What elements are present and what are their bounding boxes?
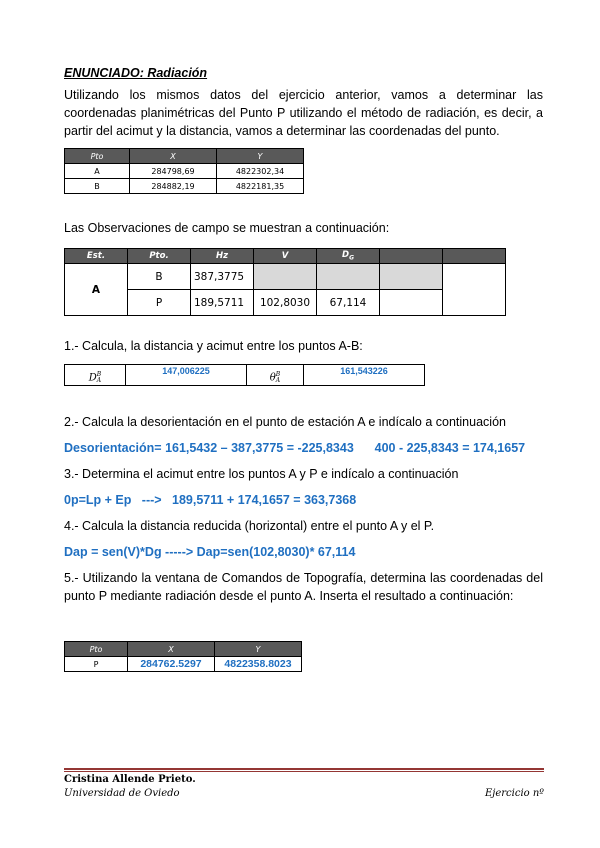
- cell: 387,3775: [191, 264, 254, 290]
- header-pto: Pto.: [128, 249, 191, 264]
- cell: 284798,69: [130, 164, 217, 179]
- cell: P: [128, 290, 191, 316]
- page-title: ENUNCIADO: Radiación: [64, 66, 208, 80]
- question-3: 3.- Determina el acimut entre los puntos A y P e indícalo a continuación: [64, 467, 459, 481]
- cell: 284762.5297: [128, 657, 215, 672]
- cell: 189,5711: [191, 290, 254, 316]
- azimuth-symbol-cell: [247, 365, 304, 386]
- cell: 102,8030: [254, 290, 317, 316]
- cell: [317, 264, 380, 290]
- answer-2: Desorientación= 161,5432 – 387,3775 = -225,8343 400 - 225,8343 = 174,1657: [64, 441, 526, 455]
- header-pto: Pto: [65, 642, 128, 657]
- footer-rule-thin: [64, 771, 544, 772]
- cell: 67,114: [317, 290, 380, 316]
- azimuth-value: 161,543226: [340, 366, 388, 376]
- cell: 4822181,35: [217, 179, 304, 194]
- header-x: X: [128, 642, 215, 657]
- cell: [254, 264, 317, 290]
- distance-value: 147,006225: [162, 366, 210, 376]
- question-4: 4.- Calcula la distancia reducida (horizontal) entre el punto A y el P.: [64, 519, 435, 533]
- table-row: [65, 657, 302, 672]
- cell: B: [65, 179, 130, 194]
- distance-azimuth-table: [64, 364, 425, 386]
- table-row: [65, 365, 425, 386]
- cell: 284882,19: [130, 179, 217, 194]
- table-header-row: [65, 149, 304, 164]
- observations-table: [64, 248, 506, 316]
- distance-symbol: D B A: [88, 371, 102, 384]
- result-table: [64, 641, 302, 672]
- distance-symbol-cell: [65, 365, 126, 386]
- header-y: Y: [215, 642, 302, 657]
- cell: 4822358.8023: [215, 657, 302, 672]
- answer-3: 0p=Lp + Ep ---> 189,5711 + 174,1657 = 363,7368: [64, 493, 357, 507]
- header-est: Est.: [65, 249, 128, 264]
- intro-paragraph: Utilizando los mismos datos del ejercicio anterior, vamos a determinar las coordenadas planimétricas del Punto P utilizando el método de radiación, es decir, a partir del acimut y la distancia, vamos a determinar las coordenadas del punto.: [64, 88, 543, 138]
- table-row: [65, 264, 506, 290]
- station-cell: A: [65, 264, 128, 316]
- cell: [380, 264, 443, 290]
- header-empty: [443, 249, 506, 264]
- header-dg-main: D: [342, 250, 350, 261]
- header-pto: Pto: [65, 149, 130, 164]
- footer-university: Universidad de Oviedo: [64, 788, 180, 799]
- table-header-row: [65, 642, 302, 657]
- question-5: 5.- Utilizando la ventana de Comandos de Topografía, determina las coordenadas del punto P mediante radiación desde el punto A. Inserta el resultado a continuación:: [64, 571, 543, 603]
- header-hz: Hz: [191, 249, 254, 264]
- cell: P: [65, 657, 128, 672]
- header-dg: [317, 249, 380, 264]
- header-y: Y: [217, 149, 304, 164]
- table-row: [65, 164, 304, 179]
- observations-intro: Las Observaciones de campo se muestran a continuación:: [64, 221, 390, 235]
- footer-rule: [64, 768, 544, 770]
- points-table: [64, 148, 304, 194]
- table-row: [65, 179, 304, 194]
- answer-4: Dap = sen(V)*Dg -----> Dap=sen(102,8030)* 67,114: [64, 545, 356, 559]
- cell: [443, 264, 506, 316]
- header-empty: [380, 249, 443, 264]
- footer-author: Cristina Allende Prieto.: [64, 774, 196, 785]
- azimuth-value-cell: [304, 365, 425, 386]
- table-row: [65, 290, 506, 316]
- header-dg-sub: G: [349, 254, 354, 262]
- cell: 4822302,34: [217, 164, 304, 179]
- footer-exercise: Ejercicio nº: [484, 788, 544, 799]
- header-v: V: [254, 249, 317, 264]
- azimuth-symbol: θ B A: [269, 371, 281, 384]
- header-x: X: [130, 149, 217, 164]
- cell: B: [128, 264, 191, 290]
- cell: [380, 290, 443, 316]
- cell: A: [65, 164, 130, 179]
- question-1: 1.- Calcula, la distancia y acimut entre los puntos A-B:: [64, 339, 363, 353]
- distance-value-cell: [126, 365, 247, 386]
- table-header-row: [65, 249, 506, 264]
- question-2: 2.- Calcula la desorientación en el punto de estación A e indícalo a continuación: [64, 415, 506, 429]
